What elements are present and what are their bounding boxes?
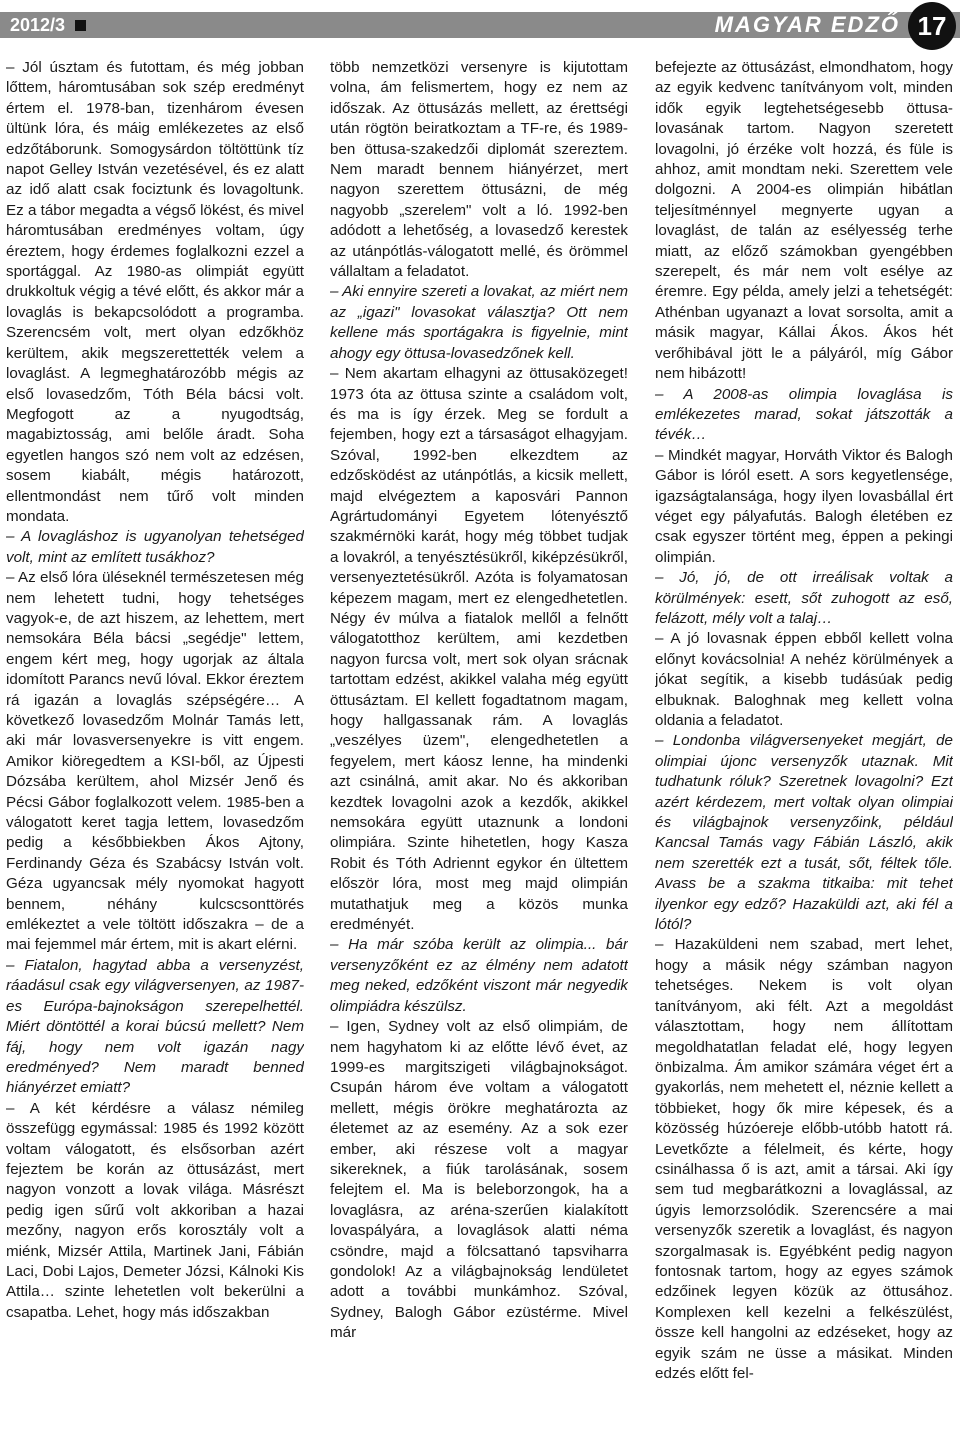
issue-label: [10, 12, 86, 38]
text-column-1: [6, 58, 304, 1438]
interview-question: – Fiatalon, hagytad abba a versenyzést, ráadásul csak egy világversenyen, az 1987-es Európa-bajnokságon szerepelhettél. Miért döntöttél a korai búcsú mellett? Nem fáj, hogy nem volt igazán nagy eredményed? Nem maradt benned hiányérzet emiatt?: [6, 956, 304, 1097]
paragraph: – A jó lovasnak éppen ebből kellett volna előnyt kovácsolnia! A nehéz körülmények a jókat segítik, a kisebb tudásúak pedig elbuknak. Baloghnak meg kellett volna oldania a feladatot.: [655, 630, 953, 729]
paragraph: befejezte az öttusázást, elmondhatom, hogy az egyik kedvenc tanítványom volt, minden idők egyik legtehetségesebb öttusa-lovasának tartom. Nagyon szeretett lovagolni, jó érzéke volt hozzá, és füle is ahhoz, amit mondtam neki. Szerettem vele dolgozni. A 2004-es olimpián hibátlan teljesítménnyel megnyerte ugyan a lovaglást, de talán az esélyesség terhe miatt, az előző számokban gyengébben szerepelt, és már nem volt esélye az éremre. Egy példa, amely jelzi a tehetségét: Athénban ugyanazt a lovat sorsolta, amit a másik magyar, Kállai Ákos. Ákos hét verőhibával jött le a pályáról, míg Gábor nem hibázott!: [655, 59, 953, 383]
paragraph: – Mindkét magyar, Horváth Viktor és Balogh Gábor is lóról esett. A sors kegyetlensége, igazságtalansága, hogy ilyen lovasbállal ért véget egy pályafutás. Balogh életében ez csak egyszer történt meg, éppen a pekingi olimpián.: [655, 446, 953, 566]
paragraph: – Jól úsztam és futottam, és még jobban lőttem, háromtusában sok szép eredményt értem el. 1978-ban, tizenhárom évesen ültünk lóra, és máig emlékezetes az első edzőtáborunk. Somogysárdon töltöttünk tíz napot Gelley István vezetésével, és ez alatt az idő alatt csak fociztunk és lovagoltunk. Ez a tábor megadta a végső lökést, és mivel háromtusában eredményes voltam, úgy éreztem, hogy érdemes foglalkozni ezzel a sportággal. Az 1980-as olimpiát együtt drukkoltuk végig a tévé előtt, és akkor már a lovaglás is bekapcsolódott a programba. Szerencsém volt, mert olyan edzőkhöz kerültem, akik megszerettették velem a lovaglást. A legmeghatározóbb mégis az első lovasedzőm, Tóth Béla bácsi volt. Megfogott az a nyugodtság, magabiztosság, ami belőle áradt. Soha egyetlen hangos szó nem volt az edzésen, sosem kiabált, mégis határozott, ellentmondást nem tűrő volt minden mondata.: [6, 59, 304, 525]
paragraph: több nemzetközi versenyre is kijutottam volna, ám felismertem, hogy ez nem az időszak. Az öttusázás mellett, az érettségi után rögtön beiratkoztam a TF-re, és 1989-ben öttusa-szakedzői diplomát szereztem. Nem maradt bennem hiányérzet, mert nagyon szerettem öttusázni, de még nagyobb „szerelem" volt a ló. 1992-ben adódott a lehetőség, a lovasedző kerestek az utánpótlás-válogatott mellé, és örömmel vállaltam a feladatot.: [330, 59, 628, 281]
paragraph: – A két kérdésre a válasz némileg összefügg egymással: 1985 és 1992 között voltam válogatott, és elsősorban azért fejeztem be korán az öttusázást, mert nagyon vonzott a lovak világa. Másrészt pedig igen sűrű volt akkoriban a hazai mezőny, nagyon erős korosztály volt a miénk, Mizsér Attila, Martinek Jani, Fábián Laci, Dobi Lajos, Demeter Józsi, Kálnoki Kis Attila… szinte lehetetlen volt bekerülni a csapatba. Lehet, hogy más időszakban: [6, 1099, 304, 1321]
interview-question: – Aki ennyire szereti a lovakat, az miért nem az „igazi" lovasokat választja? Ott nem kellene más sportágakra is figyelnie, mint ahogy egy öttusa-lovasedzőnek kell.: [330, 283, 628, 362]
paragraph: – Hazaküldeni nem szabad, mert lehet, hogy a másik négy számban nagyon tehetséges. Nekem is volt olyan tanítványom, aki félt. Azt a megoldást választottam, hogy nem állítottam megoldhatatlan feladat elé, hogy legyen önbizalma. Ám amikor számára véget ért a gyakorlás, nem mehetett el, néznie kellett a többieket, hogy ők mire képesek, és a közösség húzóereje előbb-utóbb hatott rá. Levetkőzte a félelmeit, és kérte, hogy csinálhassa ő is azt, amit a társai. Aki így sem tud megbarátkozni a lovaglással, az úgyis lemorzsolódik. Szerencsére a mai versenyzők szeretik a lovaglást, és nagyon szorgalmasak is. Egyébként pedig nagyon fontosnak tartom, hogy az egyes számok edzőinek legyen közük az öttusához. Komplexen kell kezelni a felkészülést, össze kell hangolni az edzéseket, hogy az egyik szám ne üsse a másikat. Minden edzés előtt fel-: [655, 936, 953, 1382]
issue-number: 2012/3: [10, 15, 66, 35]
interview-question: – A lovagláshoz is ugyanolyan tehetséged volt, mint az említett tusákhoz?: [6, 528, 304, 566]
interview-question: – Londonba világversenyeket megjárt, de olimpiai újonc versenyzők utaznak. Mit tudhatunk róluk? Szeretnek lovagolni? Ezt azért kérdezem, mert voltak olyan olimpiai és világbajnok versenyzőink, például Kancsal Tamás vagy Fábián László, akik nem szerették ezt a tusát, sőt, féltek tőle. Avass be a szakma titkaiba: mit tehet ilyenkor egy edző? Hazaküldi azt, aki fél a lótól?: [655, 732, 953, 934]
paragraph: – Az első lóra üléseknél természetesen még nem lehetett tudni, hogy tehetséges vagyok-e, de azt hiszem, az lehettem, mert nemsokára Béla bácsi „segédje" lettem, engem kért meg, hogy ugorjak az általa idomított Parancs nevű lóval. Ekkor éreztem rá igazán a lovaglás szépségére… A következő lovasedzőm Molnár Tamás lett, aki már lovasversenyekre is vitt engem. Amikor kiöregedtem a KSI-ből, az Újpesti Dózsába kerültem, ahol Mizsér Jenő és Pécsi Gábor foglalkozott velem. 1985-ben a válogatott keret tagja lettem, lovasedzőm pedig a későbbiekben Ákos Ajtony, Ferdinandy Géza és Szabácsy István volt. Géza ugyancsak mély nyomokat hagyott bennem, néhány kulcscsonttörés emlékeztet a vele töltött időszakra – de a mai fejemmel már értem, mit is akart elérni.: [6, 569, 304, 954]
article-body: [0, 58, 960, 1438]
paragraph: – Igen, Sydney volt az első olimpiám, de nem hagyhatom ki az előtte lévő évet, az 1999-es margitszigeti világbajnokságot. Csupán három éve voltam a válogatott mellett, mégis örökre meghatározta az életemet az az esemény. Az a sok ezer ember, aki részese volt a magyar sikereknek, a fiúk tarolásának, sosem felejtem el. Ma is beleborzongok, ha a lovaglásra, az aréna-szerűen kialakított lovaspályára, a lovaglások alatti néma csöndre, majd a fölcsattanó tapsviharra gondolok! Az a világbajnokság lendületet adott a további munkámhoz. Szóval, Sydney, Balogh Gábor ezüstérme. Mivel már: [330, 1018, 628, 1342]
paragraph: – Nem akartam elhagyni az öttusaközeget! 1973 óta az öttusa szinte a családom volt, és ma is így érzek. Meg se fordult a fejemben, hogy ezt a társaságot elhagyjam. Szóval, 1992-ben elkezdtem az edzősködést az utánpótlás, a kicsik mellett, majd elvégeztem a kaposvári Pannon Agrártudományi Egyetem lótenyésztő szakmérnöki karát, hogy még többet tudjak a lovakról, a tenyésztésükről, kiképzésükről, versenyeztetésükről. Azóta is folyamatosan képezem magam, mert ez elengedhetetlen. Négy év múlva a fiatalok mellől a felnőtt válogatotthoz kerültem, ami kezdetben nagyon furcsa volt, mert sok olyan srácnak tartottam edzést, akikkel valaha még együtt öttusáztam. El kellett fogadtatnom magam, hogy hallgassanak rám. A lovaglás „veszélyes üzem", elengedhetetlen a fegyelem, mert káosz lenne, ha mindenki azt csinálná, amit akar. No és akkoriban kezdtek lovagolni azok a kezdők, akikkel nemsokára együtt utaznunk a londoni olimpiára. Szinte hihetetlen, hogy Kasza Robit és Tóth Adriennt egykor én ültettem először lóra, most meg majd olimpián mutathatjuk meg a közös munka eredményét.: [330, 365, 628, 934]
interview-question: – Ha már szóba került az olimpia... bár versenyzőként ez az élmény nem adatott meg neked, edzőként viszont már negyedik olimpiádra készülsz.: [330, 936, 628, 1015]
page-number: 17: [908, 2, 956, 50]
interview-question: – A 2008-as olimpia lovaglása is emlékezetes marad, sokat játszották a tévék…: [655, 385, 953, 444]
text-column-3: [655, 58, 953, 1438]
magazine-title: MAGYAR EDZŐ: [714, 12, 900, 37]
text-column-2: [330, 58, 628, 1438]
interview-question: – Jó, jó, de ott irreálisak voltak a körülmények: esett, sőt zuhogott az eső, felázott, mély volt a talaj…: [655, 569, 953, 627]
page-header: [0, 0, 960, 48]
square-icon: [75, 20, 86, 31]
